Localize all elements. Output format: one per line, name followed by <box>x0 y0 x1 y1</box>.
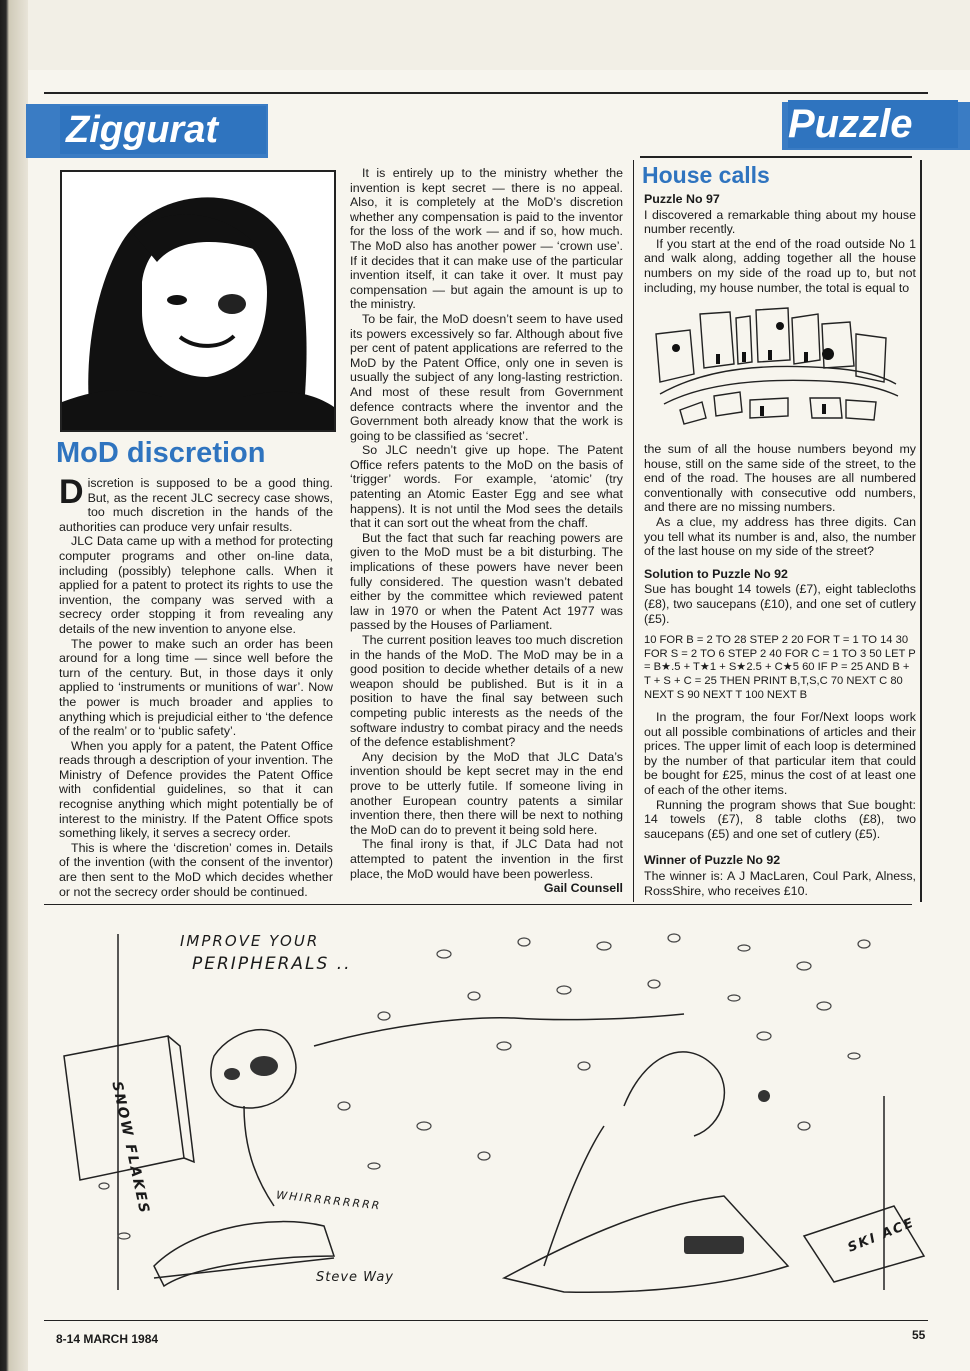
dropcap: D <box>59 473 84 511</box>
right-border <box>920 160 922 902</box>
article-paragraph: But the fact that such far reaching powers are given to the MoD must be a bit disturbing. The implications of these powers have never been fully considered. The question wasn’t debated either by the committee which reviewed patent law in 1970 or when the Patent Act 1977 was passed by the Houses of Parliament. <box>350 530 623 633</box>
cartoonist-signature: Steve Way <box>316 1270 394 1285</box>
cartoon <box>44 906 928 1306</box>
article-headline: MoD discretion <box>56 437 266 469</box>
explanation-paragraph: In the program, the four For/Next loops work out all possible combinations of articles and their prices. The upper limit of each loop is determined by the number of that particular item that could be bought for £25, minus the cost of at least one of each of the other items. <box>644 710 916 798</box>
article-paragraph: The current position leaves too much discretion in the hands of the MoD. The MoD may be in a good position to decide whether details of a new weapon should be published. But is it in a position to have the final say between such competing public interests as the needs of the software industry to combat piracy and the needs of the defence establishment? <box>350 633 623 750</box>
article-paragraph: To be fair, the MoD doesn’t seem to have used its powers excessively so far. Although about five per cent of patent applications are referred to the MoD by the Patent Office, only one in seven is usually the subject of any long-lasting restriction. And most of these result from Government defence contracts where the inventor and the Government both already know that the work is going to be classified as ‘secret’. <box>350 311 623 443</box>
street-illustration <box>650 304 902 428</box>
article-paragraph: So JLC needn’t give up hope. The Patent Office refers patents to the MoD on the basis of ‘trigger’ words. For example, ‘atomic’ (try patenting an Atomic Easter Egg and see what happens). It is not until the Mod sees the details that it can sort out the wheat from the chaff. <box>350 443 623 531</box>
puzzle-paragraph: As a clue, my address has three digits. Can you tell what its number is and, also, the number of the last house on my side of the street? <box>644 514 916 559</box>
cartoon-caption-line2: PERIPHERALS .. <box>192 954 352 974</box>
bottom-rule <box>44 1320 928 1321</box>
article-paragraph: This is where the ‘discretion’ comes in. Details of the invention (with the consent of the inventor) are then sent to the MoD which decides whether or not the secrecy order should be continued. <box>59 840 333 899</box>
puzzle-top-rule <box>640 156 912 158</box>
article-paragraph: When you apply for a patent, the Patent Office reads through a description of your invention. The Ministry of Defence provides the Patent Office with confidential guidelines, so that it can recognise anything which might potentially be of interest to the ministry. If the Patent Office spots something likely, it serves a secrecy order. <box>59 738 333 841</box>
winner-heading: Winner of Puzzle No 92 <box>644 853 781 868</box>
section-label-ziggurat: Ziggurat <box>60 106 266 154</box>
solution-heading: Solution to Puzzle No 92 <box>644 566 788 581</box>
article-column-2 <box>350 166 623 896</box>
sound-effect: WHIRRRRRRRR <box>275 1188 382 1213</box>
explanation-paragraph: Running the program shows that Sue bought: 14 towels (£7), 8 table cloths (£8), two saucepans (£5) and one set of cutlery (£5). <box>644 797 916 841</box>
puzzle-paragraph: the sum of all the house numbers beyond my house, still on the same side of the street, to the end of the road. The houses are all numbered conventionally with consecutive odd numbers, and there are no missing numbers. <box>644 442 916 515</box>
article-paragraph: The power to make such an order has been around for a long time — since well before the turn of the century. But, in those days it only applied to ‘instruments or munitions of war’. Now the power is much broader and applies to anything which is prejudicial either to ‘the defence of the realm’ or to ‘public safety’. <box>59 636 333 739</box>
article-paragraph: JLC Data came up with a method for protecting computer programs and other on-line data, including (possibly) telephone calls. When it applied for a patent to protect its rights to use the invention, the company was served with a secrecy order stopping it from revealing any details of the new invention to anyone else. <box>59 534 333 636</box>
winner-text: The winner is: A J MacLaren, Coul Park, Alness, RossShire, who receives £10. <box>644 869 916 898</box>
cartoon-top-rule <box>44 904 912 905</box>
article-paragraph: iscretion is supposed to be a good thing. But, as the recent JLC secrecy case shows, too much discretion in the hands of the authorities can produce very unfair results. <box>59 476 333 534</box>
puzzle-number: Puzzle No 97 <box>644 192 720 206</box>
puzzle-paragraph: If you start at the end of the road outside No 1 and walk along, adding together all the house numbers on my side of the road up to, but not including, my house number, the total is equal to <box>644 236 916 295</box>
puzzle-paragraph: I discovered a remarkable thing about my house number recently. <box>644 207 916 237</box>
section-label-puzzle: Puzzle <box>788 100 958 148</box>
puzzle-intro <box>644 192 916 295</box>
column-divider <box>633 160 634 902</box>
byline: Gail Counsell <box>543 881 623 896</box>
page-number: 55 <box>912 1328 926 1342</box>
article-paragraph: It is entirely up to the ministry whether the invention is kept secret — there is no appeal. Also, it is completely at the MoD’s discretion whether any compensation is paid to the inventor for the loss of the work — and if so, how much. The MoD also has another power — ‘crown use’. If it decides that it can make use of the particular invention itself, it can take it over. It must pay compensation — but again the amount is up to the ministry. <box>350 166 623 312</box>
cartoon-caption-line1: IMPROVE YOUR <box>180 932 320 950</box>
solution-text: Sue has bought 14 towels (£7), eight tablecloths (£8), two saucepans (£10), and one set of cutlery (£5). <box>644 582 916 626</box>
cereal-box-label: SNOW FLAKES <box>108 1080 153 1217</box>
basic-program: 10 FOR B = 2 TO 28 STEP 2 20 FOR T = 1 TO 14 30 FOR S = 2 TO 6 STEP 2 40 FOR C = 1 TO 3 50 LET P = B★.5 + T★1 + S★2.5 + C★5 60 IF P = 25 AND B + T + S + C = 25 THEN PRINT B,T,S,C 70 NEXT C 80 NEXT S 90 NEXT T 100 NEXT B <box>644 634 916 701</box>
article-paragraph: Any decision by the MoD that JLC Data’s invention should be kept secret may in the end prove to be utterly futile. If someone living in another European country patents a similar invention there, then there will be next to nothing the MoD can do to prevent it being sold here. <box>350 749 623 837</box>
game-box-label: SKI ACE <box>845 1215 918 1256</box>
portrait-illustration <box>62 172 334 430</box>
top-rule <box>44 92 928 94</box>
article-paragraph: The final irony is that, if JLC Data had not attempted to patent the invention in the first place, the MoD would have been powerless. <box>350 837 623 881</box>
author-photo <box>60 170 336 432</box>
issue-date: 8-14 MARCH 1984 <box>56 1332 159 1346</box>
article-column-1 <box>59 473 333 899</box>
puzzle-continued <box>644 442 916 898</box>
puzzle-headline: House calls <box>642 162 770 188</box>
binding-edge <box>0 0 28 1371</box>
